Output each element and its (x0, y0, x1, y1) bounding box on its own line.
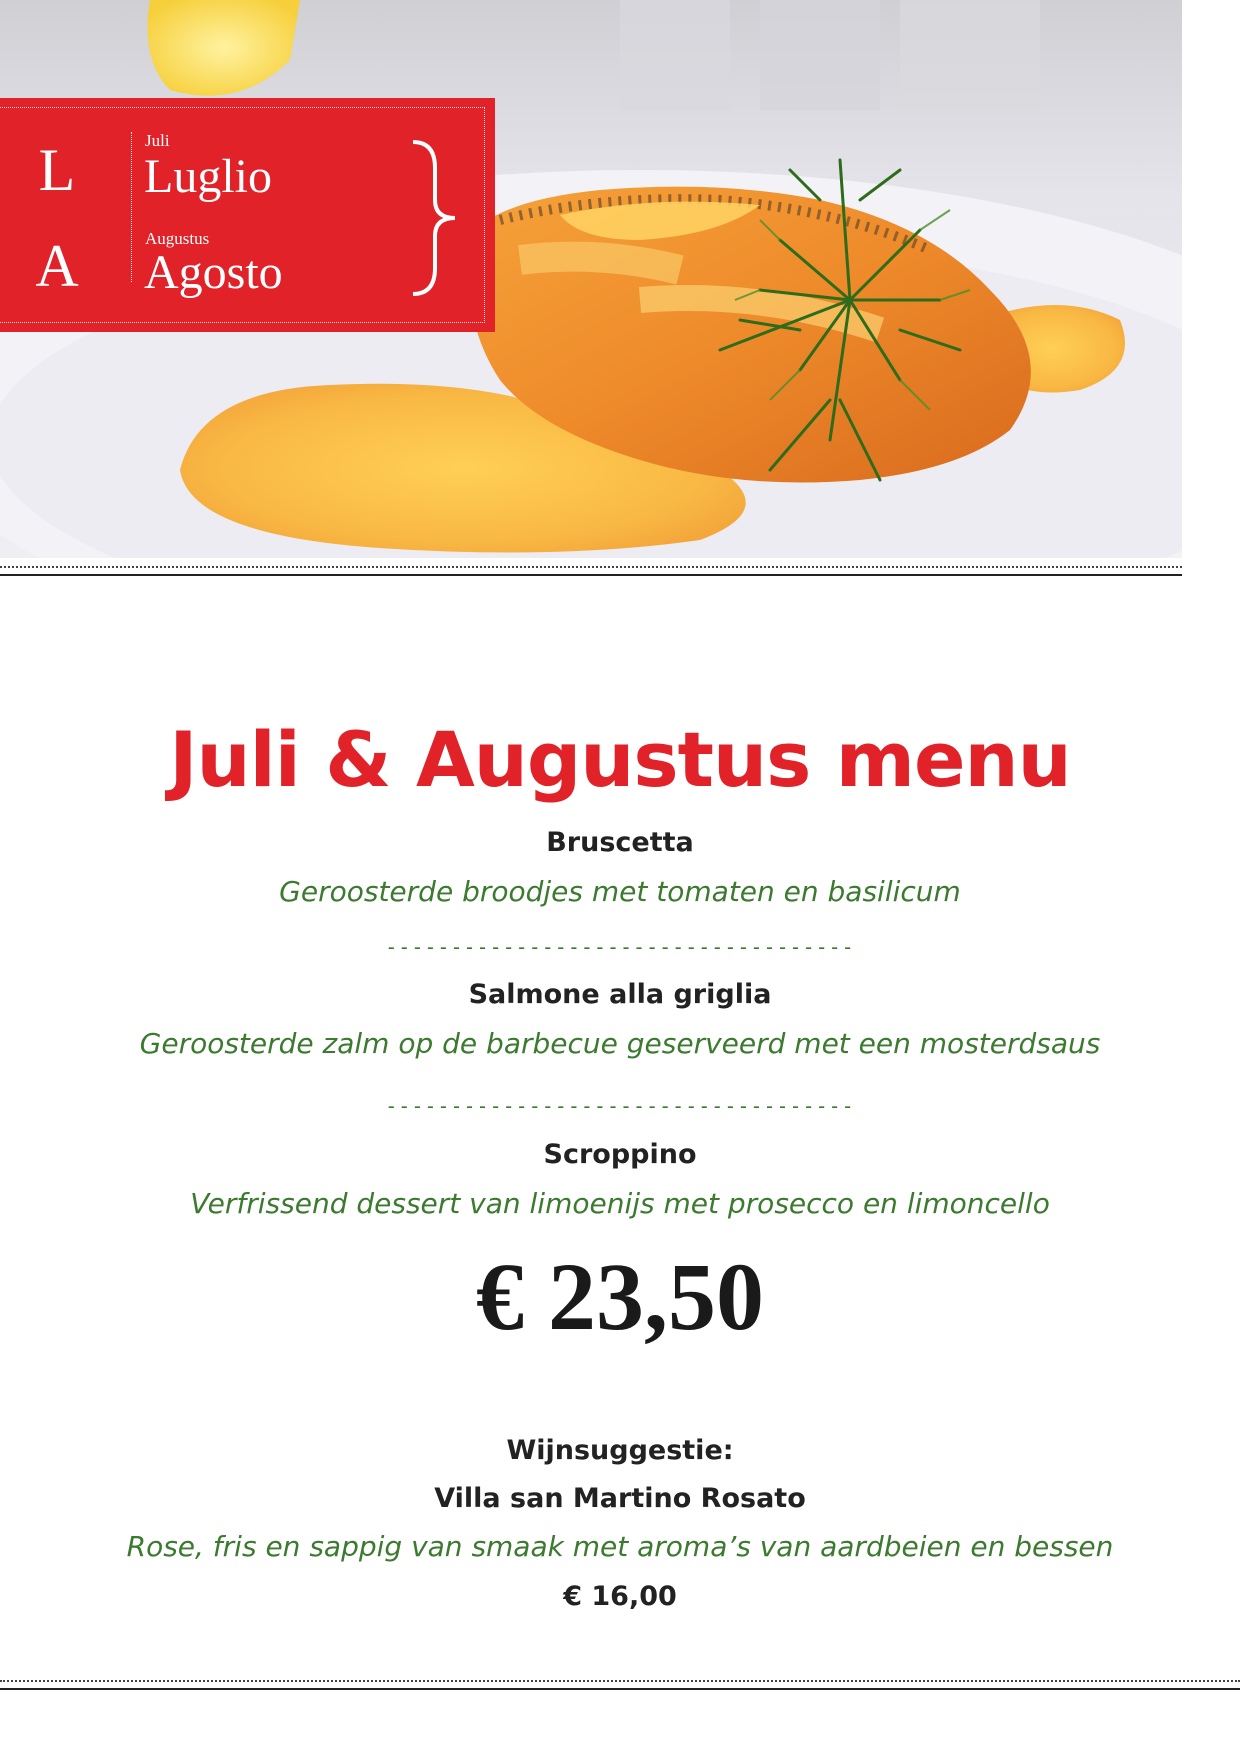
menu-price: € 23,50 (476, 1243, 764, 1350)
badge-letter-a: A (35, 233, 79, 299)
curly-brace-icon (405, 138, 465, 298)
wine-description: Rose, fris en sappig van smaak met aroma’s van aardbeien en bessen (126, 1530, 1114, 1563)
month1-dutch: Juli (145, 131, 170, 150)
badge-divider (131, 132, 132, 282)
dish-separator: ------------------------------------ (385, 1094, 855, 1118)
month-badge (0, 98, 495, 332)
menu-title: Juli & Augustus menu (169, 715, 1071, 804)
wine-price: € 16,00 (563, 1581, 677, 1612)
wine-heading: Wijnsuggestie: (506, 1435, 734, 1466)
dish-2-description: Geroosterde zalm op de barbecue geserveerd met een mosterdsaus (139, 1027, 1101, 1060)
hero-photo (0, 0, 1182, 558)
wine-name: Villa san Martino Rosato (434, 1483, 806, 1514)
dish-3-name: Scroppino (543, 1139, 697, 1170)
dish-1-name: Bruscetta (546, 827, 694, 858)
month2-italian: Agosto (144, 246, 283, 299)
dish-1-description: Geroosterde broodjes met tomaten en basilicum (279, 875, 961, 908)
month1-italian: Luglio (144, 150, 272, 203)
bottom-divider-rule (0, 1680, 1240, 1690)
dish-3-description: Verfrissend dessert van limoenijs met prosecco en limoncello (190, 1187, 1050, 1220)
dish-separator: ------------------------------------ (385, 935, 855, 959)
top-divider-rule (0, 566, 1182, 576)
badge-letter-l: L (38, 137, 76, 203)
dish-2-name: Salmone alla griglia (468, 979, 772, 1010)
month2-dutch: Augustus (145, 229, 210, 248)
